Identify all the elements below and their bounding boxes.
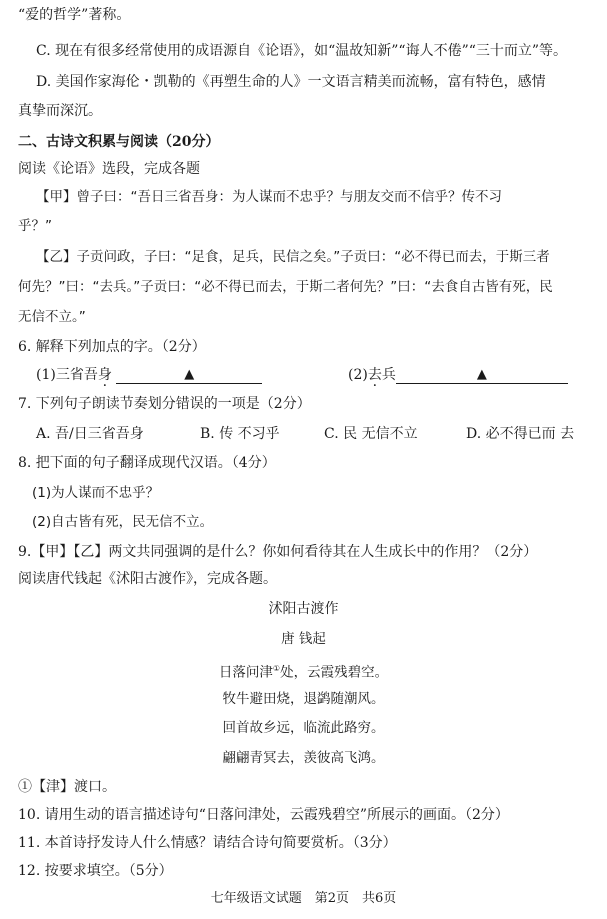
- passage-yi-line-2: 何先？”曰：“去兵。”子贡曰：“必不得已而去，于斯二者何先？”曰：“去食自古皆有死，民: [18, 279, 553, 295]
- q6-answer-blank-2[interactable]: [396, 366, 568, 384]
- option-d-tail: 真挚而深沉。: [18, 103, 102, 119]
- question-11: 11. 本首诗抒发诗人什么情感？请结合诗句简要赏析。（3分）: [18, 835, 397, 851]
- poem-title: 沭阳古渡作: [268, 601, 339, 617]
- q6-answer-blank-1[interactable]: [116, 366, 262, 384]
- q6-item-1: [36, 366, 262, 384]
- q7-option-d: D. 必不得已而 去: [466, 426, 575, 442]
- poem-line-3: 回首故乡远，临流此路穷。: [222, 720, 385, 736]
- section-heading: 二、古诗文积累与阅读（20分）: [18, 134, 220, 150]
- q6-item-1-text: (1)三省吾: [36, 367, 98, 383]
- q6-item-1-dotted-char: 身: [97, 367, 112, 383]
- poem-author: 唐 钱起: [281, 631, 326, 647]
- footnote-marker: ①: [272, 664, 281, 673]
- q7-option-a: A. 吾/日三省吾身: [36, 426, 144, 442]
- poem-line-1-start: 日落问津: [218, 664, 273, 681]
- poem-line-4: 翩翩青冥去，羡彼高飞鸿。: [222, 750, 385, 766]
- question-10: 10. 请用生动的语言描述诗句“日落问津处，云霞残碧空”所展示的画面。（2分）: [18, 807, 509, 823]
- q6-item-2: [348, 366, 568, 384]
- q6-item-2-dotted-char: 去: [367, 367, 382, 383]
- question-6: 6. 解释下列加点的字。（2分）: [18, 339, 206, 355]
- option-c: C. 现在有很多经常使用的成语源自《论语》，如“温故知新”“诲人不倦”“三十而立”等。: [36, 43, 568, 59]
- reading-instruction-analects: 阅读《论语》选段，完成各题: [18, 161, 200, 177]
- question-7: 7. 下列句子朗读节奏划分错误的一项是（2分）: [18, 396, 311, 412]
- q8-sentence-2: (2)自古皆有死，民无信不立。: [32, 514, 214, 530]
- triangle-icon: ▲: [184, 367, 195, 382]
- q8-sentence-1: (1)为人谋而不忠乎？: [32, 485, 160, 501]
- poem-line-2: 牧牛避田烧，退鹢随潮风。: [222, 691, 385, 707]
- poem-line-1: [0, 660, 607, 682]
- option-b-tail: “爱的哲学”著称。: [18, 7, 131, 23]
- option-d: D. 美国作家海伦・凯勒的《再塑生命的人》一文语言精美而流畅，富有特色，感情: [36, 74, 546, 90]
- triangle-icon: ▲: [476, 367, 487, 382]
- q6-item-2-prefix: (2): [348, 367, 368, 383]
- question-12: 12. 按要求填空。（5分）: [18, 863, 173, 879]
- page-footer: 七年级语文试题 第2页 共6页: [210, 891, 397, 906]
- passage-yi-line-1: 【乙】子贡问政，子曰：“足食，足兵，民信之矣。”子贡曰：“必不得已而去，于斯三者: [36, 249, 550, 265]
- q6-item-2-suffix: 兵: [381, 367, 396, 383]
- question-8: 8. 把下面的句子翻译成现代汉语。（4分）: [18, 455, 276, 471]
- poem-line-1-end: 处，云霞残碧空。: [280, 664, 389, 681]
- q7-option-c: C. 民 无信不立: [324, 426, 418, 442]
- passage-jia-line-2: 乎？”: [18, 218, 52, 234]
- question-9: 9.【甲】【乙】两文共同强调的是什么？你如何看待其在人生成长中的作用？（2分）: [18, 544, 538, 560]
- passage-jia-line-1: 【甲】曾子曰：“吾日三省吾身：为人谋而不忠乎？与朋友交而不信乎？传不习: [36, 189, 502, 205]
- footnote: ①【津】渡口。: [18, 779, 116, 795]
- reading-instruction-poem: 阅读唐代钱起《沭阳古渡作》，完成各题。: [18, 571, 277, 587]
- q7-option-b: B. 传 不习乎: [200, 426, 280, 442]
- passage-yi-line-3: 无信不立。”: [18, 309, 86, 325]
